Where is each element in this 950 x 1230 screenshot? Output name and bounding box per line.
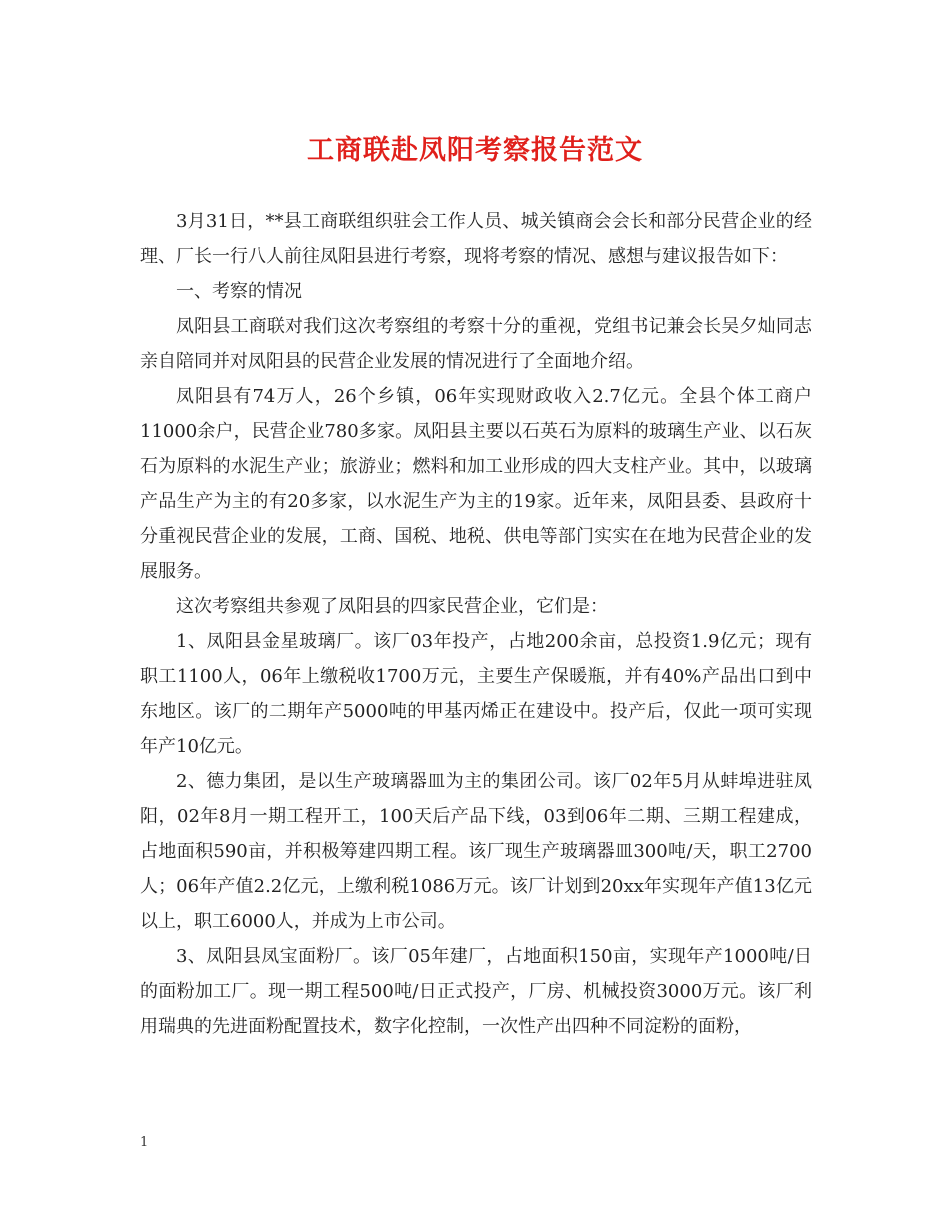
document-body: [140, 204, 812, 1044]
list-item: 2、德力集团，是以生产玻璃器皿为主的集团公司。该厂02年5月从蚌埠进驻凤阳，02年8月一期工程开工，100天后产品下线，03到06年二期、三期工程建成，占地面积590亩，并积极筹建四期工程。该厂现生产玻璃器皿300吨/天，职工2700人；06年产值2.2亿元，上缴利税1086万元。该厂计划到20xx年实现年产值13亿元以上，职工6000人，并成为上市公司。: [140, 771, 812, 932]
paragraph: 3月31日，**县工商联组织驻会工作人员、城关镇商会会长和部分民营企业的经理、厂长一行八人前往凤阳县进行考察，现将考察的情况、感想与建议报告如下：: [140, 211, 812, 267]
paragraph: 这次考察组共参观了凤阳县的四家民营企业，它们是：: [176, 596, 608, 617]
list-item: 3、凤阳县凤宝面粉厂。该厂05年建厂，占地面积150亩，实现年产1000吨/日的面粉加工厂。现一期工程500吨/日正式投产，厂房、机械投资3000万元。该厂利用瑞典的先进面粉配置技术，数字化控制，一次性产出四种不同淀粉的面粉，: [140, 946, 812, 1037]
paragraph: 凤阳县工商联对我们这次考察组的考察十分的重视，党组书记兼会长吴夕灿同志亲自陪同并对凤阳县的民营企业发展的情况进行了全面地介绍。: [140, 316, 812, 372]
page-number: 1: [140, 1135, 149, 1150]
paragraph: 凤阳县有74万人，26个乡镇，06年实现财政收入2.7亿元。全县个体工商户11000余户，民营企业780多家。凤阳县主要以石英石为原料的玻璃生产业、以石灰石为原料的水泥生产业；旅游业；燃料和加工业形成的四大支柱产业。其中，以玻璃产品生产为主的有20多家，以水泥生产为主的19家。近年来，凤阳县委、县政府十分重视民营企业的发展，工商、国税、地税、供电等部门实实在在地为民营企业的发展服务。: [140, 386, 812, 582]
section-heading: 一、考察的情况: [176, 281, 302, 302]
page-title: 工商联赴凤阳考察报告范文: [307, 135, 643, 166]
list-item: 1、凤阳县金星玻璃厂。该厂03年投产，占地200余亩，总投资1.9亿元；现有职工1100人，06年上缴税收1700万元，主要生产保暖瓶，并有40%产品出口到中东地区。该厂的二期年产5000吨的甲基丙烯正在建设中。投产后，仅此一项可实现年产10亿元。: [140, 631, 812, 757]
